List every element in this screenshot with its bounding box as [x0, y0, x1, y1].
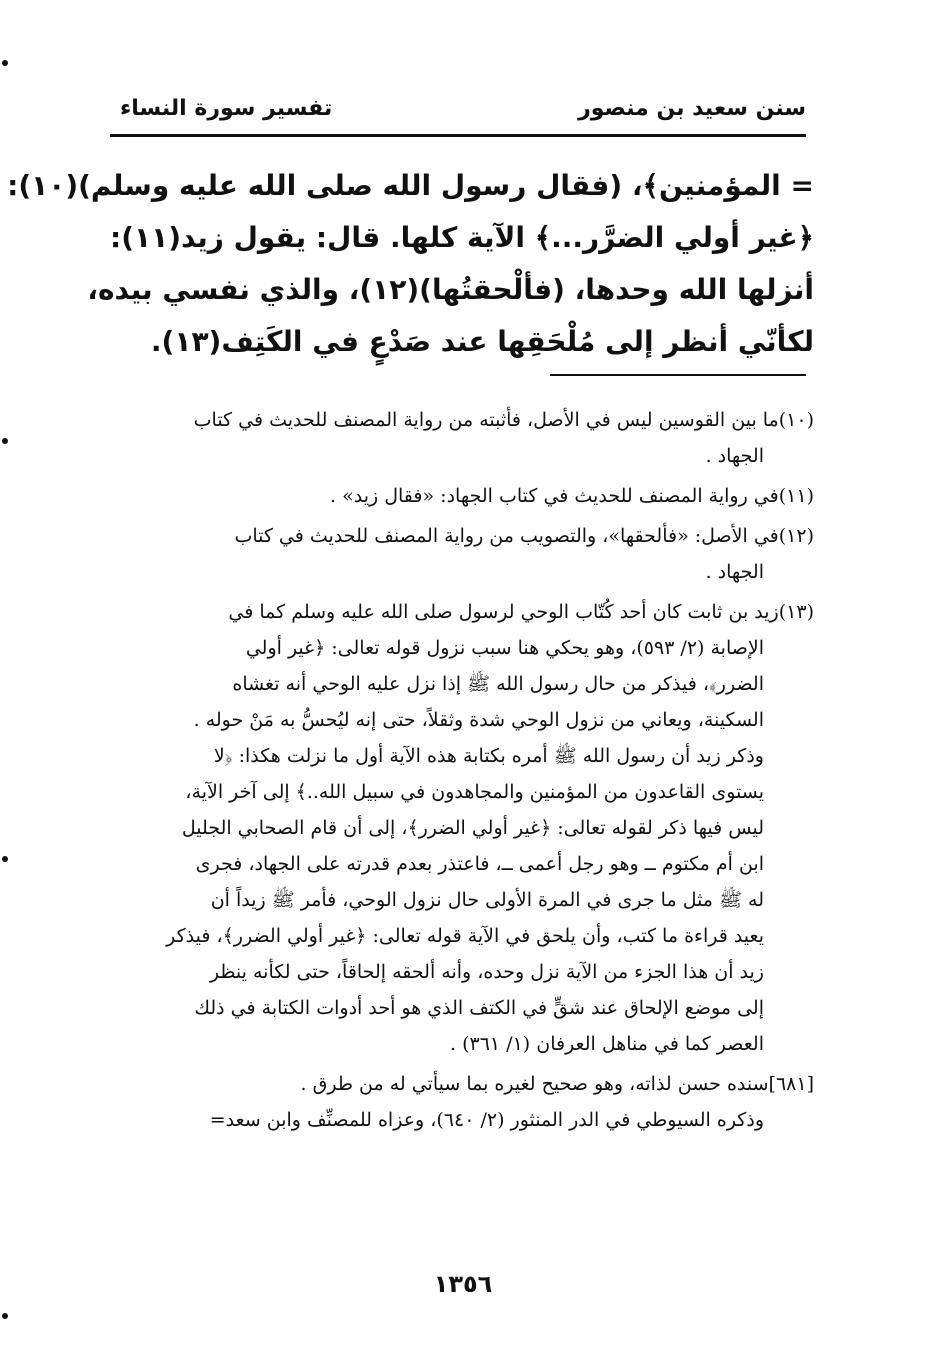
main-text-line: أنزلها الله وحدها، (فألْحقتُها)(١٢)، والذي نفسي بيده،	[87, 273, 814, 306]
footnote-12	[114, 518, 814, 590]
scan-speck	[2, 60, 8, 66]
footnote-line: ليس فيها ذكر لقوله تعالى: ﴿غير أولي الضرر﴾، إلى أن قام الصحابي الجليل	[181, 817, 764, 839]
footnote-11	[114, 478, 814, 514]
footnote-line: (١٢)في الأصل: «فألحقها»، والتصويب من رواية المصنف للحديث في كتاب	[234, 525, 814, 547]
footnote-line: يعيد قراءة ما كتب، وأن يلحق في الآية قوله تعالى: ﴿غير أولي الضرر﴾، فيذكر	[166, 925, 764, 947]
footnote-line: الجهاد .	[705, 561, 764, 583]
main-text-line: لكأنّي أنظر إلى مُلْحَقِها عند صَدْعٍ في الكَتِف(١٣).	[150, 325, 814, 358]
main-text-line: = المؤمنين﴾، (فقال رسول الله صلى الله عليه وسلم)(١٠):	[7, 169, 814, 202]
footnote-line: الجهاد .	[705, 445, 764, 467]
scan-speck	[2, 856, 8, 862]
footnote-line: له ﷺ مثل ما جرى في المرة الأولى حال نزول الوحي، فأمر ﷺ زيداً أن	[210, 889, 764, 911]
page-number: ١٣٥٦	[433, 1270, 493, 1298]
footnote-13	[114, 594, 814, 1062]
footnote-line: [٦٨١]سنده حسن لذاته، وهو صحيح لغيره بما سيأتي له من طرق .	[300, 1073, 814, 1095]
footnote-10	[114, 402, 814, 474]
footnote-line: يستوى القاعدون من المؤمنين والمجاهدون في سبيل الله..﴾ إلى آخر الآية،	[185, 781, 764, 803]
footnote-line: السكينة، ويعاني من نزول الوحي شدة وثقلاً، حتى إنه ليُحسُّ به مَنْ حوله .	[193, 709, 764, 731]
scan-speck	[2, 1313, 8, 1319]
hadith-681-note	[114, 1066, 814, 1138]
footnote-line: الضرر﴾، فيذكر من حال رسول الله ﷺ إذا نزل عليه الوحي أنه تغشاه	[232, 673, 764, 695]
running-header-section-title: تفسير سورة النساء	[120, 96, 333, 121]
footnote-line: العصر كما في مناهل العرفان (١/ ٣٦١) .	[450, 1033, 764, 1055]
footnote-line: وذكر زيد أن رسول الله ﷺ أمره بكتابة هذه الآية أول ما نزلت هكذا: ﴿لا	[213, 745, 764, 767]
footnote-line: (١٣)زيد بن ثابت كان أحد كُتّاب الوحي لرسول صلى الله عليه وسلم كما في	[228, 601, 814, 623]
footnote-line: (١١)في رواية المصنف للحديث في كتاب الجهاد: «فقال زيد» .	[330, 485, 814, 507]
scan-speck	[2, 438, 8, 444]
footnote-line: (١٠)ما بين القوسين ليس في الأصل، فأثبته من رواية المصنف للحديث في كتاب	[193, 409, 814, 431]
header-rule	[110, 134, 806, 137]
running-header-book-title: سنن سعيد بن منصور	[578, 96, 806, 121]
footnotes	[114, 402, 814, 1142]
footnote-line: زيد أن هذا الجزء من الآية نزل وحده، وأنه ألحقه إلحاقاً، حتى لكأنه ينظر	[209, 961, 764, 983]
footnote-line: وذكره السيوطي في الدر المنثور (٢/ ٦٤٠)، وعزاه للمصنِّف وابن سعد=	[209, 1109, 764, 1131]
footnote-line: ابن أم مكتوم ــ وهو رجل أعمى ــ، فاعتذر بعدم قدرته على الجهاد، فجرى	[195, 853, 764, 875]
footnote-separator	[550, 374, 806, 376]
footnote-line: إلى موضع الإلحاق عند شقٍّ في الكتف الذي هو أحد أدوات الكتابة في ذلك	[194, 997, 764, 1019]
main-text-line: ﴿غير أولي الضرَّر...﴾ الآية كلها. قال: يقول زيد(١١):	[110, 221, 814, 254]
main-text	[7, 160, 814, 368]
footnote-line: الإصابة (٢/ ٥٩٣)، وهو يحكي هنا سبب نزول قوله تعالى: ﴿غير أولي	[245, 637, 764, 659]
